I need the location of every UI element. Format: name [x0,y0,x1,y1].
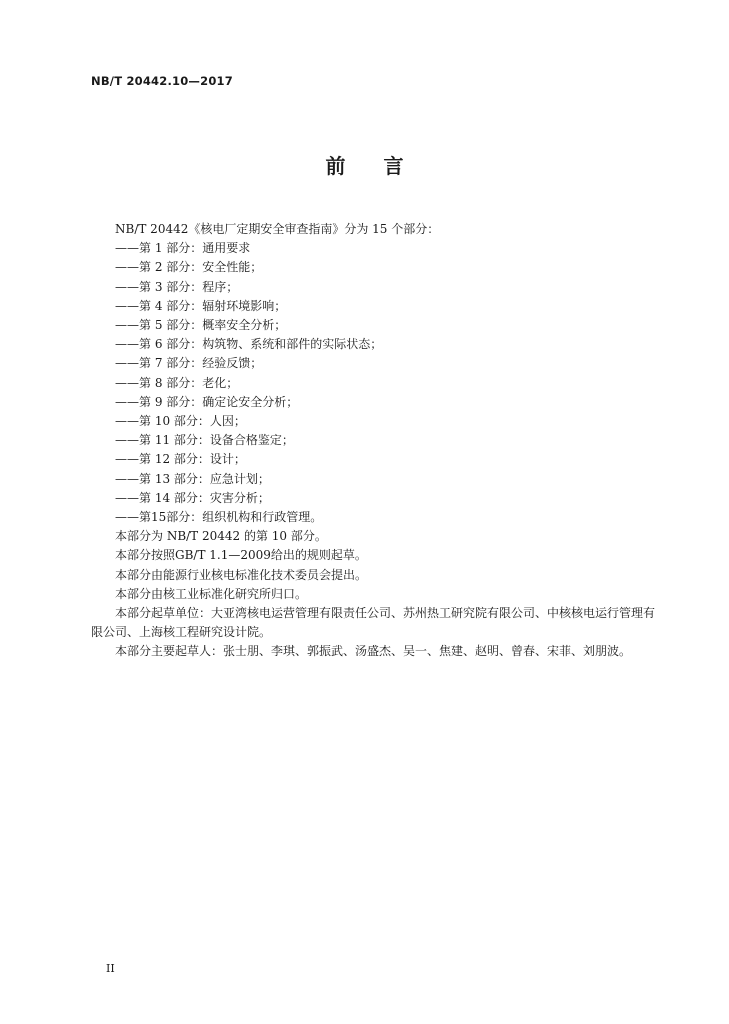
page-number: II [106,962,115,975]
statement-drafting-units: 本部分起草单位：大亚湾核电运营管理有限责任公司、苏州热工研究院有限公司、中核核电运行管理有限公司、上海核工程研究设计院。 [91,606,656,640]
statement-part-number: 本部分为 NB/T 20442 的第 10 部分。 [115,529,327,544]
part-item: ——第 4 部分：辐射环境影响； [115,298,287,313]
part-item: ——第 9 部分：确定论安全分析； [115,394,299,409]
intro-paragraph: NB/T 20442《核电厂定期安全审查指南》分为 15 个部分： [115,222,440,236]
part-item: ——第 5 部分：概率安全分析； [115,318,287,333]
part-item: ——第15部分：组织机构和行政管理。 [115,510,323,525]
part-item: ——第 11 部分：设备合格鉴定； [115,433,294,448]
part-item: ——第 3 部分：程序； [115,279,239,294]
page-title [0,150,729,179]
part-item: ——第 1 部分：通用要求 [115,241,251,256]
part-item: ——第 10 部分：人因； [115,414,246,429]
statement-administrator: 本部分由核工业标准化研究所归口。 [115,586,308,601]
part-item: ——第 7 部分：经验反馈； [115,356,263,371]
title-char-1: 前 [325,154,346,178]
part-item: ——第 13 部分：应急计划； [115,471,270,486]
statement-drafting-rules: 本部分按照GB/T 1.1—2009给出的规则起草。 [115,548,367,563]
part-item: ——第 6 部分：构筑物、系统和部件的实际状态； [115,337,383,352]
part-item: ——第 14 部分：灾害分析； [115,490,270,505]
part-item: ——第 2 部分：安全性能； [115,260,263,275]
statement-proposer: 本部分由能源行业核电标准化技术委员会提出。 [115,567,368,582]
part-item: ——第 8 部分：老化； [115,375,239,390]
foreword-body [91,220,663,662]
part-item: ——第 12 部分：设计； [115,452,246,467]
title-char-2: 言 [383,154,404,178]
statement-drafters: 本部分主要起草人：张士朋、李琪、郭振武、汤盛杰、吴一、焦建、赵明、曾春、宋菲、刘朋波。 [115,644,632,659]
document-code: NB/T 20442.10—2017 [91,74,233,88]
